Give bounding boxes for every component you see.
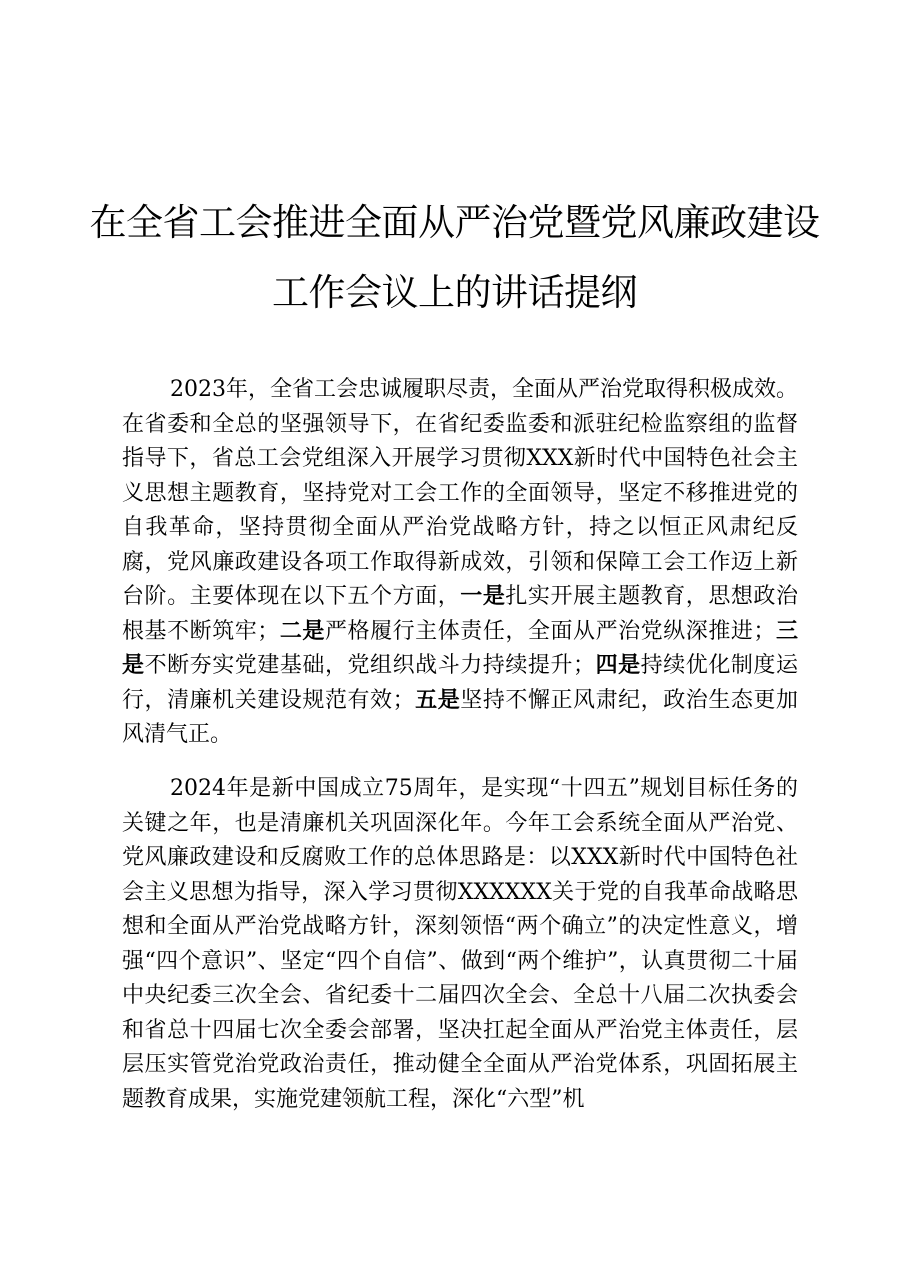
document-title-line-1: 在全省工会推进全面从严治党暨党风廉政建设	[89, 201, 820, 244]
keyword-second: 二是	[279, 618, 325, 644]
keyword-third: 三是	[122, 618, 798, 678]
document-title-line-2: 工作会议上的讲话提纲	[272, 271, 637, 314]
point-fourth-text: 持续优化制度运行，清廉机关建设规范有效；	[122, 653, 798, 713]
keyword-fourth: 四是	[595, 653, 641, 678]
paragraph-2	[122, 772, 798, 1117]
paragraph-2-text: 2024年是新中国成立75周年，是实现“十四五”规划目标任务的关键之年，也是清廉机关巩固深化年。今年工会系统全面从严治党、党风廉政建设和反腐败工作的总体思路是：以XXX新时代中国特色社会主义思想为指导，深入学习贯彻XXXXXX关于党的自我革命战略思想和全面从严治党战略方针，深刻领悟“两个确立”的决定性意义，增强“四个意识”、坚定“四个自信”、做到“两个维护”，认真贯彻二十届中央纪委三次全会、省纪委十二届四次全会、全总十八届二次执委会和省总十四届七次全委会部署，坚决扛起全面从严治党主体责任，层层压实管党治党政治责任，推动健全全面从严治党体系，巩固拓展主题教育成果，实施党建领航工程，深化“六型”机	[122, 776, 798, 1112]
keyword-fifth: 五是	[414, 687, 461, 713]
paragraph-1-intro: 2023年，全省工会忠诚履职尽责，全面从严治党取得积极成效。在省委和全总的坚强领导下，在省纪委监委和派驻纪检监察组的监督指导下，省总工会党组深入开展学习贯彻XXX新时代中国特色社会主义思想主题教育，坚持党对工会工作的全面领导，坚定不移推进党的自我革命，坚持贯彻全面从严治党战略方针，持之以恒正风肃纪反腐，党风廉政建设各项工作取得新成效，引领和保障工会工作迈上新台阶。主要体现在以下五个方面，	[122, 377, 798, 609]
point-first-text: 扎实开展主题教育，思想政治根基不断筑牢；	[122, 584, 798, 644]
paragraph-1	[122, 373, 798, 753]
keyword-first: 一是	[460, 584, 506, 609]
point-fifth-text: 坚持不懈正风肃纪，政治生态更加风清气正。	[122, 687, 798, 747]
point-third-text: 不断夯实党建基础，党组织战斗力持续提升；	[144, 653, 596, 678]
point-second-text: 严格履行主体责任，全面从严治党纵深推进；	[324, 618, 776, 644]
